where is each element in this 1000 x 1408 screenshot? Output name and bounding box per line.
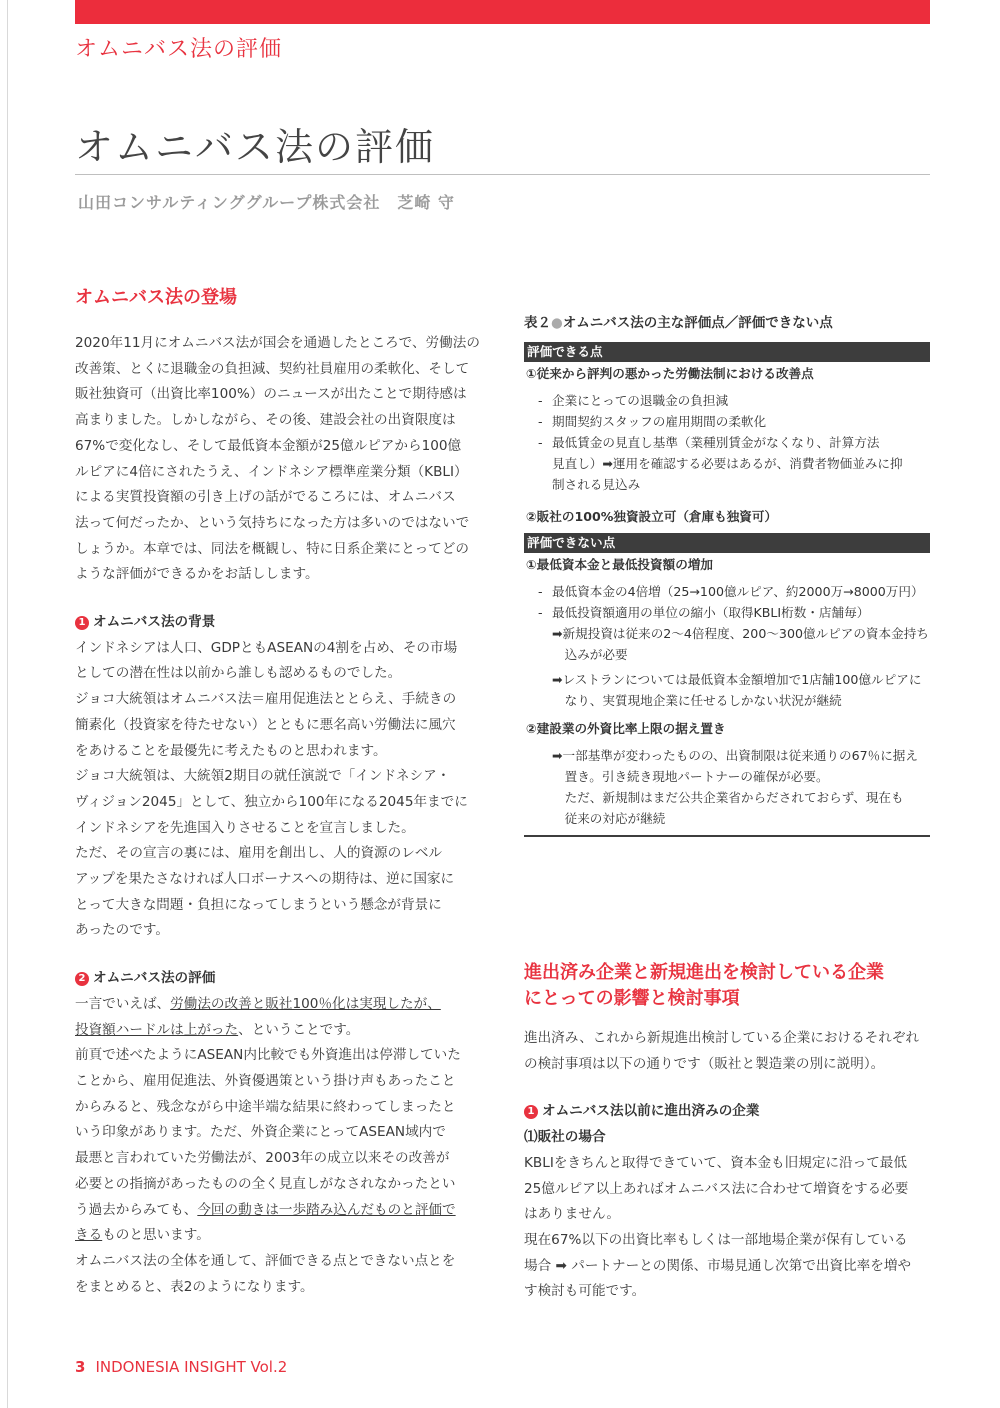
text-line: からみると、残念ながら中途半端な結果に終わってしまったと: [75, 1098, 456, 1115]
text-line: しょうか。本章では、同法を概観し、特に日系企業にとってどの: [75, 540, 469, 557]
evaluation-paragraph: [75, 992, 495, 1300]
text-line: [75, 1198, 495, 1224]
table-item: - 企業にとっての退職金の負担減: [524, 390, 930, 411]
band-good-points: 評価できる点: [524, 342, 930, 362]
text-run: 、ということです。: [238, 1021, 360, 1038]
author-byline: 山田コンサルティンググループ株式会社 芝崎 守: [78, 193, 455, 212]
text-line: 簡素化（投資家を待たせない）とともに悪名高い労働法に風穴: [75, 716, 456, 733]
text-line: ような評価ができるかをお話しします。: [75, 566, 319, 583]
existing-paragraph: [524, 1151, 944, 1305]
text-line: いう印象があります。ただ、外資企業にとってASEAN域内で: [75, 1124, 446, 1141]
text-line: アップを果たさなければ人口ボーナスへの期待は、逆に国家に: [75, 871, 455, 888]
subsection-heading-background: [75, 610, 495, 636]
header-color-bar: [75, 0, 930, 24]
section-title-line: 進出済み企業と新規進出を検討している企業: [524, 962, 884, 983]
intro-paragraph: [75, 331, 495, 588]
subsection-title: オムニバス法の評価: [93, 970, 216, 987]
text-line: ルピアに4倍にされたうえ、インドネシア標準産業分類（KBLI）: [75, 463, 468, 480]
text-run: ものと思います。: [102, 1227, 210, 1244]
section-title-line: にとっての影響と検討事項: [524, 988, 740, 1009]
section-title-impact: [524, 960, 944, 1012]
text-line: 改善策、とくに退職金の負担減、契約社員雇用の柔軟化、そして: [75, 360, 470, 377]
text-line: はありません。: [524, 1206, 620, 1223]
case-heading-sales: ⑴販社の場合: [524, 1129, 606, 1146]
text-line: [75, 992, 495, 1018]
bullet-icon: ●: [551, 315, 563, 331]
underlined-text: きる: [75, 1227, 103, 1244]
subsection-heading-evaluation: [75, 966, 495, 992]
text-line: 最悪と言われていた労働法が、2003年の成立以来その改善が: [75, 1150, 450, 1167]
text-run: う過去からみても、: [75, 1201, 198, 1218]
table-item-cont: 見直し）➡運用を確認する必要はあるが、消費者物価並みに抑: [552, 456, 903, 471]
text-line: としての潜在性は以前から誰しも認めるものでした。: [75, 665, 402, 682]
subsection-title: オムニバス法以前に進出済みの企業: [542, 1103, 760, 1120]
table-arrow-line: ➡一部基準が変わったものの、出資制限は従来通りの67％に据え: [552, 748, 918, 763]
underlined-text: 投資額ハードルは上がった: [75, 1021, 239, 1038]
table-item-cont: 制される見込み: [552, 477, 641, 492]
table-item: - 最低資本金の4倍増（25→100億ルピア、約2000万→8000万円）: [524, 581, 930, 602]
table-arrow-line: ➡レストランについては最低資本金額増加で1店舗100億ルピアに: [552, 672, 922, 687]
subsection-title: オムニバス法の背景: [93, 614, 216, 631]
underlined-text: 今回の動きは一歩踏み込んだものと評価で: [197, 1201, 456, 1218]
text-line: KBLIをきちんと取得できていて、資本金も旧規定に沿って最低: [524, 1154, 907, 1171]
text-line: 前頁で述べたようにASEAN内比較でも外資進出は停滞していた: [75, 1047, 461, 1064]
left-column: [75, 285, 495, 1300]
table-heading: ①最低資本金と最低投資額の増加: [526, 557, 713, 572]
table-caption: [524, 310, 930, 336]
table-heading: ②建設業の外資比率上限の据え置き: [526, 721, 726, 736]
right-column: [524, 960, 944, 1305]
background-paragraph: [75, 636, 495, 944]
running-head: オムニバス法の評価: [75, 37, 283, 62]
table-bottom-rule: [524, 835, 930, 837]
text-line: 現在67%以下の出資比率もしくは一部地場企業が保有している: [524, 1231, 908, 1248]
number-badge: 1: [75, 616, 89, 630]
band-bad-points: 評価できない点: [524, 533, 930, 553]
table-item: - 最低賃金の見直し基準（業種別賃金がなくなり、計算方法: [524, 432, 930, 453]
table-arrow-line: ただ、新規制はまだ公共企業省からだされておらず、現在も: [552, 790, 904, 805]
text-line: をあけることを最優先に考えたものと思われます。: [75, 742, 387, 759]
text-line: とって大きな問題・負担になってしまうという懸念が背景に: [75, 896, 442, 913]
text-line: [75, 1018, 495, 1044]
text-line: ジョコ大統領は、大統領2期目の就任演説で「インドネシア・: [75, 768, 451, 785]
text-line: 2020年11月にオムニバス法が国会を通過したところで、労働法の: [75, 335, 480, 351]
text-line: 進出済み、これから新規進出検討している企業におけるそれぞれ: [524, 1030, 920, 1046]
table-heading: ①従来から評判の悪かった労働法制における改善点: [526, 366, 814, 381]
text-line: インドネシアは人口、GDPともASEANの4割を占め、その市場: [75, 639, 458, 656]
text-line: ジョコ大統領はオムニバス法＝雇用促進法ととらえ、手続きの: [75, 691, 457, 708]
text-run: 一言でいえば、: [75, 995, 171, 1012]
title-divider: [75, 174, 930, 175]
publication-name: INDONESIA INSIGHT Vol.2: [95, 1358, 288, 1376]
subsection-heading-existing: [524, 1099, 944, 1125]
text-line: す検討も可能です。: [524, 1283, 646, 1300]
text-line: の検討事項は以下の通りです（販社と製造業の別に説明）。: [524, 1055, 885, 1072]
section-title-emergence: オムニバス法の登場: [75, 287, 237, 308]
caption-label: 表２: [524, 315, 551, 331]
text-line: ただ、その宣言の裏には、雇用を創出し、人的資源のレベル: [75, 845, 443, 862]
table-arrow-line: なり、実質現地企業に任せるしかない状況が継続: [552, 693, 842, 708]
text-line: [75, 1223, 495, 1249]
number-badge: 2: [75, 972, 89, 986]
text-line: による実質投資額の引き上げの話がでるころには、オムニバス: [75, 489, 456, 506]
number-badge: 1: [524, 1105, 538, 1119]
text-line: 67%で変化なし、そして最低資本金額が25億ルピアから100億: [75, 437, 462, 454]
text-line: オムニバス法の全体を通して、評価できる点とできない点とを: [75, 1252, 456, 1269]
table-item: - 最低投資額適用の単位の縮小（取得KBLI桁数・店舗毎）: [524, 602, 930, 623]
text-line: 25億ルピア以上あればオムニバス法に合わせて増資をする必要: [524, 1180, 909, 1197]
text-line: をまとめると、表2のようになります。: [75, 1278, 314, 1295]
caption-title: オムニバス法の主な評価点／評価できない点: [562, 315, 833, 331]
text-line: 販社独資可（出資比率100%）のニュースが出たことで期待感は: [75, 386, 467, 403]
table-arrow-line: 込みが必要: [552, 647, 628, 662]
text-line: 場合 ➡ パートナーとの関係、市場見通し次第で出資比率を増や: [524, 1257, 912, 1274]
page-footer: [75, 1358, 287, 1376]
text-line: インドネシアを先進国入りさせることを宣言しました。: [75, 819, 415, 836]
page-number: 3: [75, 1358, 86, 1376]
table-arrow-line: ➡新規投資は従来の2～4倍程度、200～300億ルピアの資本金持ち: [552, 626, 929, 641]
table-2: [524, 310, 930, 837]
page-title: オムニバス法の評価: [75, 125, 436, 169]
text-line: ヴィジョン2045」として、独立から100年になる2045年までに: [75, 793, 468, 810]
table-arrow-line: 従来の対応が継続: [552, 811, 666, 826]
text-line: 高まりました。しかしながら、その後、建設会社の出資限度は: [75, 412, 456, 429]
text-line: あったのです。: [75, 922, 169, 939]
table-heading: ②販社の100%独資設立可（倉庫も独資可）: [526, 509, 778, 524]
underlined-text: 労働法の改善と販社100％化は実現したが、: [170, 995, 441, 1012]
page-edge-rule: [7, 0, 8, 1408]
table-item: - 期間契約スタッフの雇用期間の柔軟化: [524, 411, 930, 432]
table-arrow-line: 置き。引き続き現地パートナーの確保が必要。: [552, 769, 829, 784]
impact-intro: [524, 1026, 944, 1077]
text-line: ことから、雇用促進法、外資優遇策という掛け声もあったこと: [75, 1072, 456, 1089]
text-line: 必要との指摘があったものの全く見直しがなされなかったとい: [75, 1175, 456, 1192]
text-line: 法って何だったか、という気持ちになった方は多いのではないで: [75, 514, 470, 531]
